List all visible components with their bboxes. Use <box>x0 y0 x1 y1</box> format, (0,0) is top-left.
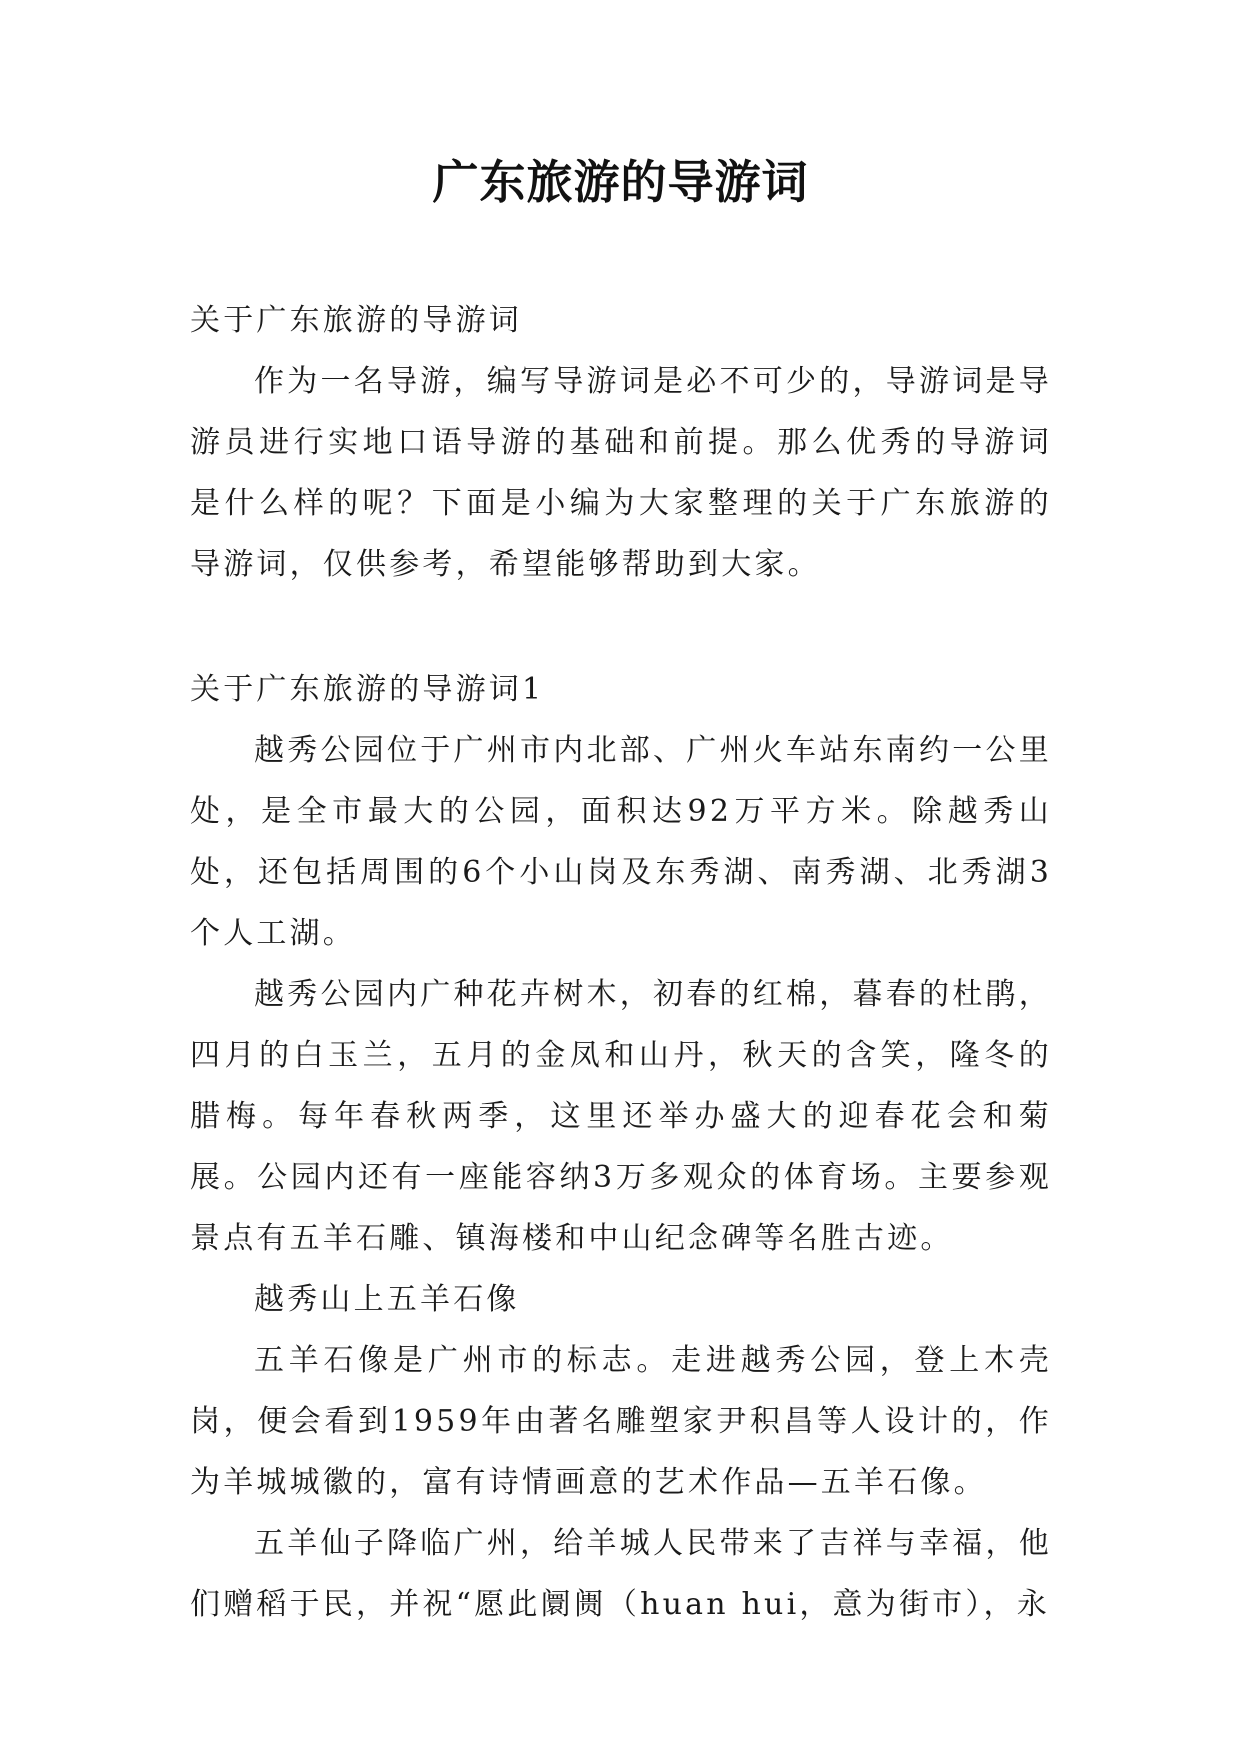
body-paragraph: 五羊石像是广州市的标志。走进越秀公园，登上木壳岗，便会看到1959年由著名雕塑家尹积昌等人设计的，作为羊城城徽的，富有诗情画意的艺术作品—五羊石像。 <box>190 1343 1052 1500</box>
body-paragraph: 越秀公园内广种花卉树木，初春的红棉，暮春的杜鹃，四月的白玉兰，五月的金凤和山丹，秋天的含笑，隆冬的腊梅。每年春秋两季，这里还举办盛大的迎春花会和菊展。公园内还有一座能容纳3万多观众的体育场。主要参观景点有五羊石雕、镇海楼和中山纪念碑等名胜古迹。 <box>190 977 1052 1256</box>
intro-paragraph: 作为一名导游，编写导游词是必不可少的，导游词是导游员进行实地口语导游的基础和前提。那么优秀的导游词是什么样的呢？下面是小编为大家整理的关于广东旅游的导游词，仅供参考，希望能够帮助到大家。 <box>190 364 1052 582</box>
body-paragraph: 五羊仙子降临广州，给羊城人民带来了吉祥与幸福，他们赠稻于民，并祝“愿此阛阓（huan hui，意为街市），永 <box>190 1526 1052 1622</box>
subsection-heading: 越秀山上五羊石像 <box>254 1282 520 1317</box>
document-body <box>190 290 1052 1635</box>
body-paragraph: 越秀公园位于广州市内北部、广州火车站东南约一公里处，是全市最大的公园，面积达92万平方米。除越秀山处，还包括周围的6个小山岗及东秀湖、南秀湖、北秀湖3个人工湖。 <box>190 733 1052 951</box>
section-spacer <box>190 595 1052 659</box>
intro-heading: 关于广东旅游的导游词 <box>190 303 522 338</box>
document-title: 广东旅游的导游词 <box>432 155 809 209</box>
section-heading: 关于广东旅游的导游词1 <box>190 672 545 707</box>
